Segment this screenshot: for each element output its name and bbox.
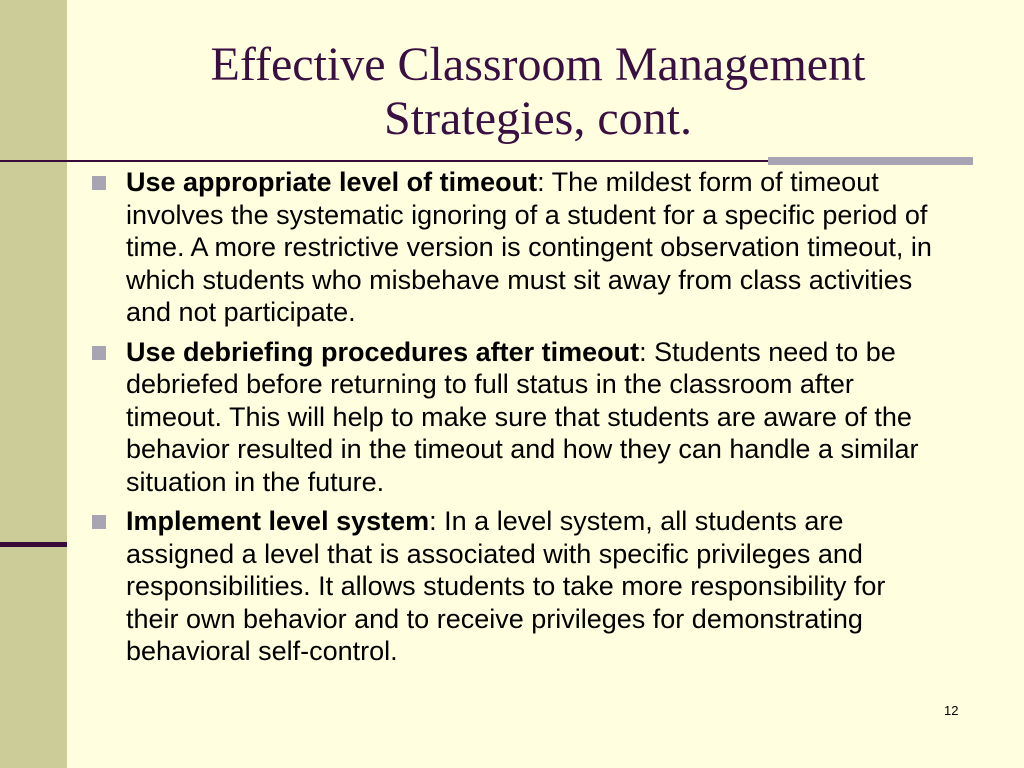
square-bullet-icon: [92, 346, 106, 360]
slide-title-line-2: Strategies, cont.: [384, 92, 692, 145]
left-decorative-band: [0, 0, 67, 768]
title-divider-accent: [768, 157, 973, 165]
bullet-item-level-system: [90, 505, 940, 668]
bullet-body: : The mildest form of timeout involves the systematic ignoring of a student for a specific period of time. A more restrictive version is contingent observation timeout, in which students who misbehave must sit away from class activities and not participate.: [126, 167, 932, 327]
bullet-heading: Use debriefing procedures after timeout: [126, 336, 640, 367]
bullet-item-debriefing: [90, 336, 940, 499]
page-number: 12: [944, 703, 959, 718]
bullet-list: [90, 166, 940, 675]
bullet-body: : In a level system, all students are assigned a level that is associated with specific privileges and responsibilities. It allows students to take more responsibility for their own behavior and to receive privileges for demonstrating behavioral self-control.: [126, 506, 886, 666]
slide-title: [72, 38, 1004, 146]
bullet-heading: Implement level system: [126, 506, 430, 536]
bullet-body: : Students need to be debriefed before returning to full status in the classroom after timeout. This will help to make sure that students are aware of the behavior resulted in the timeout and how they can handle a similar situation in the future.: [126, 336, 919, 497]
square-bullet-icon: [92, 176, 106, 190]
slide-title-line-1: Effective Classroom Management: [210, 38, 866, 91]
title-divider-line: [0, 160, 768, 162]
square-bullet-icon: [92, 515, 106, 529]
bullet-item-timeout-level: [90, 166, 940, 329]
bullet-heading: Use appropriate level of timeout: [126, 167, 538, 197]
left-band-divider: [0, 542, 67, 547]
